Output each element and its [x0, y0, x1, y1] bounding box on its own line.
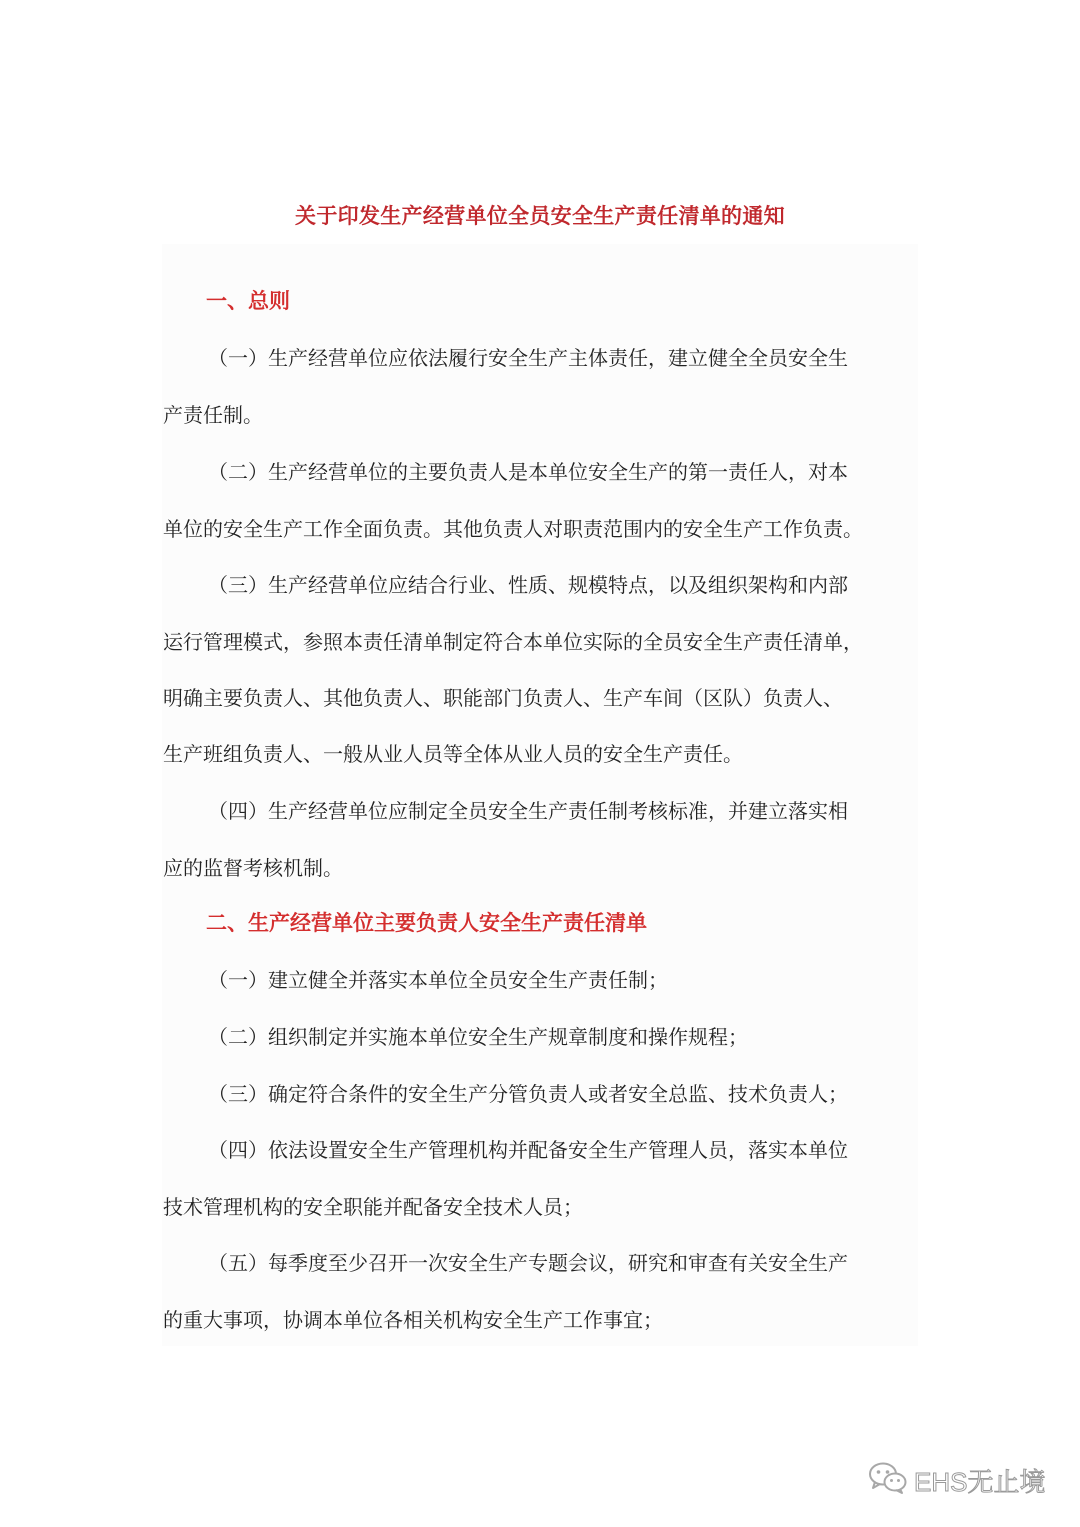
paragraph-line: 的重大事项，协调本单位各相关机构安全生产工作事宜；: [163, 1308, 663, 1332]
paragraph-line: （三）确定符合条件的安全生产分管负责人或者安全总监、技术负责人；: [208, 1082, 848, 1106]
paragraph-line: 单位的安全生产工作全面负责。其他负责人对职责范围内的安全生产工作负责。: [163, 517, 863, 541]
paragraph-line: （二）组织制定并实施本单位安全生产规章制度和操作规程；: [208, 1025, 748, 1049]
paragraph-line: （四）生产经营单位应制定全员安全生产责任制考核标准，并建立落实相: [208, 799, 848, 823]
paragraph-line: （二）生产经营单位的主要负责人是本单位安全生产的第一责任人，对本: [208, 460, 848, 484]
paragraph-line: （一）生产经营单位应依法履行安全生产主体责任，建立健全全员安全生: [208, 346, 848, 370]
document-title: 关于印发生产经营单位全员安全生产责任清单的通知: [295, 204, 785, 228]
paragraph-line: （四）依法设置安全生产管理机构并配备安全生产管理人员，落实本单位: [208, 1138, 848, 1162]
wechat-icon: [868, 1461, 908, 1499]
section-heading-general: 一、总则: [206, 289, 290, 313]
watermark-text: EHS无止境: [914, 1466, 1046, 1497]
paragraph-line: 明确主要负责人、其他负责人、职能部门负责人、生产车间（区队）负责人、: [163, 686, 843, 710]
paragraph-line: （五）每季度至少召开一次安全生产专题会议，研究和审查有关安全生产: [208, 1251, 848, 1275]
paragraph-line: 生产班组负责人、一般从业人员等全体从业人员的安全生产责任。: [163, 742, 743, 766]
watermark: [868, 1460, 1045, 1500]
paragraph-line: （一）建立健全并落实本单位全员安全生产责任制；: [208, 968, 668, 992]
paragraph-line: 产责任制。: [163, 403, 263, 427]
paragraph-line: 运行管理模式，参照本责任清单制定符合本单位实际的全员安全生产责任清单，: [163, 630, 863, 654]
section-heading-principal-responsibilities: 二、生产经营单位主要负责人安全生产责任清单: [206, 911, 647, 935]
paragraph-line: （三）生产经营单位应结合行业、性质、规模特点，以及组织架构和内部: [208, 573, 848, 597]
paragraph-line: 技术管理机构的安全职能并配备安全技术人员；: [163, 1195, 583, 1219]
paragraph-line: 应的监督考核机制。: [163, 856, 343, 880]
